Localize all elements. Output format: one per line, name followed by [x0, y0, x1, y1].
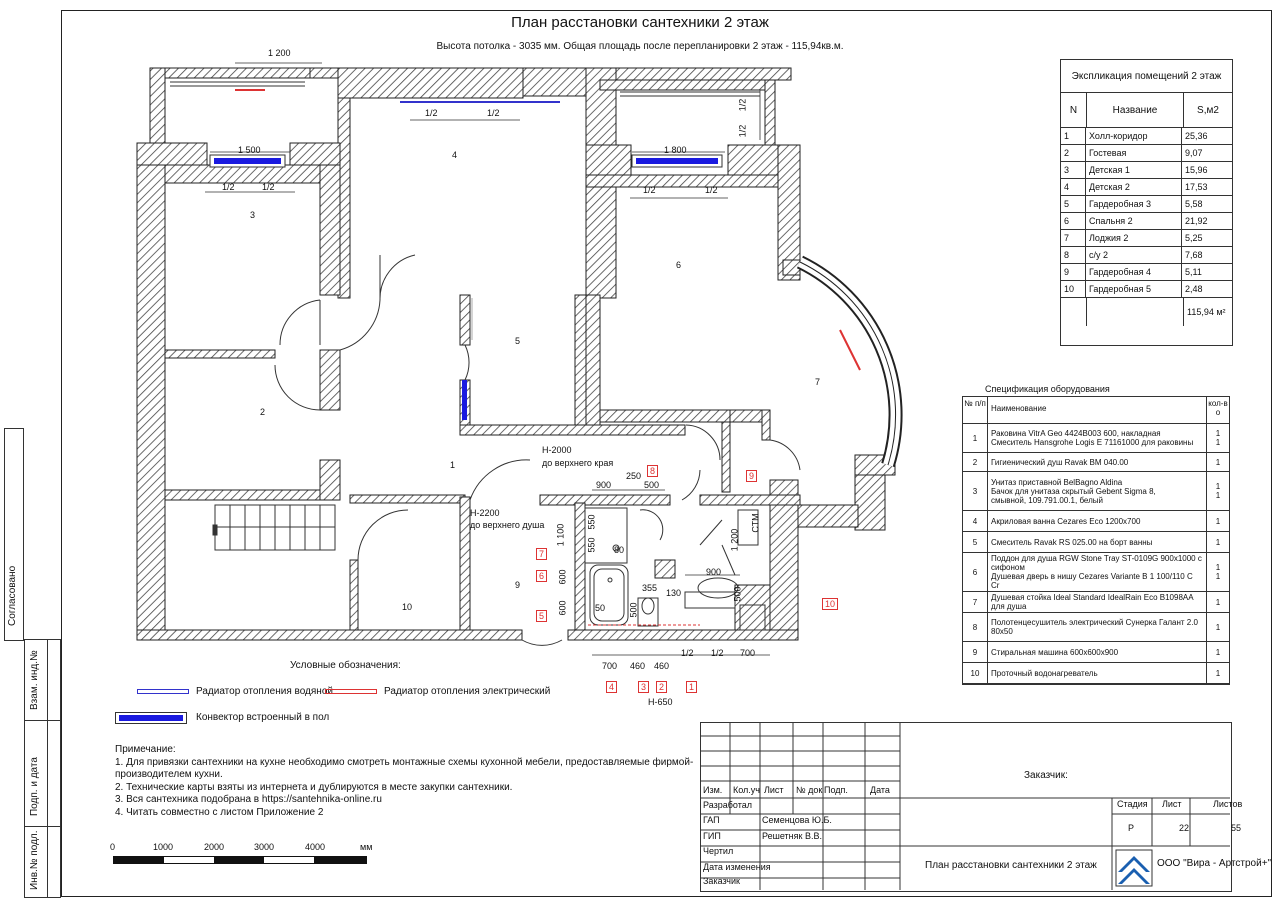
stamp-sheet-h: Лист — [1162, 799, 1182, 809]
row-number: 2 — [1061, 145, 1086, 161]
explication-row — [1061, 145, 1232, 162]
spec-row — [963, 511, 1229, 532]
room-number-7: 7 — [815, 377, 821, 387]
company-logo — [1116, 850, 1152, 886]
dim-550b: 550 — [586, 537, 597, 553]
marker-8: 8 — [647, 465, 658, 477]
spec-col-qty: кол-во — [1208, 399, 1228, 417]
dim-50: 50 — [595, 603, 606, 613]
room-number-3: 3 — [250, 210, 256, 220]
spec-item-qty: 1 — [1215, 668, 1221, 678]
label-ctm: СТМ — [750, 513, 761, 533]
room-area: 5,58 — [1185, 199, 1203, 209]
dim-half-9: 1/2 — [681, 648, 694, 658]
spec-row — [963, 642, 1229, 663]
col-n: N — [1061, 93, 1087, 127]
dim-1200-top: 1 200 — [268, 48, 291, 58]
explication-row — [1061, 196, 1232, 213]
note-line: 4. Читать совместно с листом Приложение 2 — [115, 806, 324, 818]
dim-700a: 700 — [602, 661, 618, 671]
explication-row — [1061, 281, 1232, 298]
stamp-sheets: 55 — [1231, 823, 1242, 833]
room-number-10: 10 — [402, 602, 413, 612]
spec-row — [963, 663, 1229, 684]
spec-row-number: 5 — [963, 532, 988, 552]
stamp-plan-title: План расстановки сантехники 2 этаж — [925, 860, 1097, 871]
spec-item-qty: 1 — [1215, 597, 1221, 607]
spec-row-number: 3 — [963, 472, 988, 510]
stamp-h-kol: Кол.уч — [733, 785, 760, 795]
legend-convector: Конвектор встроенный в пол — [196, 712, 330, 723]
stamp-h-date: Дата — [870, 785, 890, 795]
stamp-h-izm: Изм. — [703, 785, 723, 795]
stamp-role: Чертил — [703, 846, 734, 856]
dim-1200v: 1 200 — [729, 528, 740, 552]
row-number: 6 — [1061, 213, 1086, 229]
row-number: 5 — [1061, 196, 1086, 212]
dim-half-6: 1/2 — [705, 185, 718, 195]
row-number: 9 — [1061, 264, 1086, 280]
spec-row-number: 4 — [963, 511, 988, 531]
spec-row — [963, 472, 1229, 511]
room-name: Гардеробная 5 — [1086, 281, 1182, 297]
room-name: Лоджия 2 — [1086, 230, 1182, 246]
spec-item-name: Полотенцесушитель электрический Сунерка Галант 2.0 80x50 — [991, 618, 1198, 636]
room-number-2: 2 — [260, 407, 266, 417]
spec-item-name: Смеситель Hansgrohe Logis E 71161000 для раковины — [991, 438, 1194, 447]
row-number: 7 — [1061, 230, 1086, 246]
dim-half-10: 1/2 — [711, 648, 724, 658]
dim-250: 250 — [626, 471, 642, 481]
side-inv-vz: Взам. инд.№ — [29, 650, 40, 710]
spec-item-qty: 1 — [1215, 438, 1221, 447]
dim-half-7: 1/2 — [737, 98, 748, 112]
room-name: Гостевая — [1086, 145, 1182, 161]
spec-col-name: Наименование — [988, 397, 1207, 423]
height-note-2200: Н-2200 — [470, 508, 500, 518]
spec-item-name: Смеситель Ravak RS 025.00 на борт ванны — [991, 537, 1153, 547]
side-inv-podl: Инв.№ подл. — [29, 830, 40, 890]
height-note-2000-desc: до верхнего края — [542, 458, 614, 468]
scale-unit: мм — [360, 842, 373, 852]
legend-electric: Радиатор отопления электрический — [384, 686, 551, 697]
spec-item-qty: 1 — [1215, 429, 1221, 438]
room-number-1: 1 — [450, 460, 456, 470]
stamp-role: ГАП — [703, 815, 720, 825]
dim-half-2: 1/2 — [262, 182, 275, 192]
room-name: Детская 2 — [1086, 179, 1182, 195]
stamp-stage: Р — [1128, 823, 1135, 833]
dim-1100: 1 100 — [555, 523, 566, 547]
room-name: Гардеробная 4 — [1086, 264, 1182, 280]
explication-table — [1060, 59, 1233, 346]
scale-bar — [113, 856, 367, 864]
legend-water: Радиатор отопления водяной — [196, 686, 333, 697]
marker-6: 6 — [536, 570, 547, 582]
spec-item-name: Душевая дверь в нишу Cezares Variante B 1 100/110 C Cr — [991, 572, 1193, 590]
spec-item-qty: 1 — [1215, 563, 1221, 572]
stamp-role: Дата изменения — [703, 862, 771, 872]
spec-item-name: Раковина VitrA Geo 4424B003 600, накладная — [991, 429, 1161, 438]
room-number-4: 4 — [452, 150, 458, 160]
spec-item-name: Гигиенический душ Ravak BM 040.00 — [991, 457, 1129, 467]
room-area: 5,11 — [1185, 267, 1202, 277]
dim-1500: 1 500 — [238, 145, 261, 155]
spec-item-name: Унитаз приставной BelBagno Aldina — [991, 477, 1123, 487]
row-number: 10 — [1061, 281, 1086, 297]
marker-5: 5 — [536, 610, 547, 622]
stamp-customer: Заказчик: — [1024, 770, 1068, 781]
dim-500b: 500 — [732, 586, 743, 602]
spec-item-qty: 1 — [1215, 491, 1221, 500]
scale-tick: 2000 — [204, 842, 225, 852]
spec-table — [962, 396, 1230, 685]
spec-item-name: смывной, 109.791.00.1, белый — [991, 495, 1103, 505]
spec-row-number: 10 — [963, 663, 988, 683]
note-line: 1. Для привязки сантехники на кухне необходимо смотреть монтажные схемы кухонной мебели, предоставляемые фирмой- — [115, 756, 694, 768]
col-name: Название — [1087, 93, 1184, 127]
dim-900a: 900 — [596, 480, 612, 490]
spec-title: Спецификация оборудования — [985, 384, 1110, 394]
explication-row — [1061, 128, 1232, 145]
stamp-stage-h: Стадия — [1117, 799, 1148, 809]
dim-half-3: 1/2 — [425, 108, 438, 118]
dim-600b: 600 — [557, 600, 568, 616]
explication-title: Экспликация помещений 2 этаж — [1061, 60, 1232, 93]
explication-row — [1061, 264, 1232, 281]
dim-half-8: 1/2 — [737, 124, 748, 138]
room-area: 7,68 — [1185, 250, 1203, 260]
marker-4: 4 — [606, 681, 617, 693]
page-subtitle: Высота потолка - 3035 мм. Общая площадь после перепланировки 2 этаж - 115,94кв.м. — [436, 41, 844, 52]
spec-row — [963, 453, 1229, 472]
spec-item-qty: 1 — [1215, 516, 1221, 526]
note-line: производителем кухни. — [115, 769, 223, 780]
spec-row — [963, 424, 1229, 453]
notes-heading: Примечание: — [115, 744, 176, 755]
row-number: 4 — [1061, 179, 1086, 195]
page-title: План расстановки сантехники 2 этаж — [511, 14, 769, 31]
dim-1800: 1 800 — [664, 145, 687, 155]
stamp-sheet: 22 — [1179, 823, 1190, 833]
marker-2: 2 — [656, 681, 667, 693]
legend-water-swatch — [137, 689, 189, 694]
dim-half-1: 1/2 — [222, 182, 235, 192]
spec-item-name: Бачок для унитаза скрытый Gebent Sigma 8, — [991, 486, 1156, 496]
marker-9: 9 — [746, 470, 757, 482]
spec-row — [963, 613, 1229, 642]
room-area: 25,36 — [1185, 131, 1208, 141]
room-area: 2,48 — [1185, 284, 1203, 294]
height-note-2000: Н-2000 — [542, 445, 572, 455]
room-area: 15,96 — [1185, 165, 1208, 175]
scale-tick: 3000 — [254, 842, 275, 852]
spec-item-name: Душевая стойка Ideal Standard IdealRain Eco B1098AA для душа — [991, 593, 1194, 611]
bathtub — [590, 565, 628, 625]
dim-355: 355 — [642, 583, 658, 593]
legend-heading: Условные обозначения: — [290, 660, 401, 671]
dim-130: 130 — [666, 588, 682, 598]
staircase — [213, 505, 335, 550]
dim-80: 80 — [614, 545, 625, 555]
spec-row-number: 8 — [963, 613, 988, 641]
spec-item-qty: 1 — [1215, 457, 1221, 467]
electric-radiator-loggia — [840, 330, 860, 370]
dim-900b: 900 — [706, 567, 722, 577]
dim-600a: 600 — [557, 569, 568, 585]
room-area: 5,25 — [1185, 233, 1203, 243]
height-note-650: Н-650 — [648, 697, 673, 707]
spec-item-name: Проточный водонагреватель — [991, 668, 1098, 678]
spec-item-name: Поддон для душа RGW Stone Tray ST-0109G 900x1000 с сифоном — [991, 554, 1202, 572]
dim-700b: 700 — [740, 648, 756, 658]
notes-block — [115, 744, 693, 819]
dim-460b: 460 — [654, 661, 670, 671]
row-number: 8 — [1061, 247, 1086, 263]
explication-total: 115,94 м² — [1187, 307, 1226, 317]
shower-door — [640, 510, 663, 540]
spec-item-name: Стиральная машина 600x600x900 — [991, 647, 1119, 657]
explication-row — [1061, 247, 1232, 264]
explication-row — [1061, 213, 1232, 230]
room-number-9: 9 — [515, 580, 521, 590]
spec-row — [963, 532, 1229, 553]
room-area: 9,07 — [1185, 148, 1203, 158]
room-name: Холл-коридор — [1086, 128, 1182, 144]
spec-row-number: 7 — [963, 592, 988, 612]
spec-row — [963, 553, 1229, 592]
stamp-h-list: Лист — [764, 785, 784, 795]
spec-row-number: 6 — [963, 553, 988, 591]
marker-1: 1 — [686, 681, 697, 693]
spec-item-qty: 1 — [1215, 482, 1221, 491]
spec-item-qty: 1 — [1215, 572, 1221, 581]
spec-item-qty: 1 — [1215, 537, 1221, 547]
spec-item-name: Акриловая ванна Cezares Eco 1200x700 — [991, 516, 1141, 526]
stamp-person: Семенцова Ю.Б. — [762, 815, 832, 825]
room-name: Спальня 2 — [1086, 213, 1182, 229]
stamp-h-doc: № док — [796, 785, 823, 795]
spec-item-qty: 1 — [1215, 647, 1221, 657]
room-number-5: 5 — [515, 336, 521, 346]
spec-item-qty: 1 — [1215, 622, 1221, 632]
toilet — [638, 598, 658, 626]
stamp-role: ГИП — [703, 831, 721, 841]
spec-row — [963, 592, 1229, 613]
room-number-6: 6 — [676, 260, 682, 270]
explication-row — [1061, 162, 1232, 179]
side-band-2 — [46, 639, 61, 898]
side-agreed: Согласовано — [7, 565, 18, 626]
room-name: Гардеробная 3 — [1086, 196, 1182, 212]
dim-460a: 460 — [630, 661, 646, 671]
marker-7: 7 — [536, 548, 547, 560]
stamp-company: ООО "Вира - Артстрой+" — [1157, 858, 1272, 869]
dim-half-5: 1/2 — [643, 185, 656, 195]
col-area: S,м2 — [1197, 104, 1219, 116]
dim-half-4: 1/2 — [487, 108, 500, 118]
room-area: 21,92 — [1185, 216, 1208, 226]
scale-tick: 0 — [110, 842, 116, 852]
row-number: 3 — [1061, 162, 1086, 178]
explication-row — [1061, 230, 1232, 247]
spec-col-n: № п/п — [963, 397, 988, 423]
stamp-role: Заказчик — [703, 876, 740, 886]
row-number: 1 — [1061, 128, 1086, 144]
note-line: 2. Технические карты взяты из интернета и дублируются в месте закупки сантехники. — [115, 781, 513, 793]
height-note-2200-desc: до верхнего душа — [470, 520, 545, 530]
legend-convector-swatch — [115, 712, 187, 724]
stamp-role: Разработал — [703, 800, 752, 810]
room-name: с/у 2 — [1086, 247, 1182, 263]
scale-tick: 1000 — [153, 842, 174, 852]
stamp-person: Решетняк В.В. — [762, 831, 822, 841]
stamp-h-podp: Подп. — [824, 785, 848, 795]
dim-500c: 500 — [628, 602, 639, 618]
legend-electric-swatch — [325, 689, 377, 694]
spec-row-number: 9 — [963, 642, 988, 662]
marker-10: 10 — [822, 598, 838, 610]
dim-550a: 550 — [586, 514, 597, 530]
explication-row — [1061, 179, 1232, 196]
scale-tick: 4000 — [305, 842, 326, 852]
spec-row-number: 1 — [963, 424, 988, 452]
note-line: 3. Вся сантехника подобрана в https://santehnika-online.ru — [115, 794, 382, 805]
room-name: Детская 1 — [1086, 162, 1182, 178]
dim-500a: 500 — [644, 480, 660, 490]
stamp-sheets-h: Листов — [1213, 799, 1243, 809]
spec-row-number: 2 — [963, 453, 988, 471]
marker-3: 3 — [638, 681, 649, 693]
side-sign-date: Подп. и дата — [29, 757, 40, 816]
room-area: 17,53 — [1185, 182, 1208, 192]
